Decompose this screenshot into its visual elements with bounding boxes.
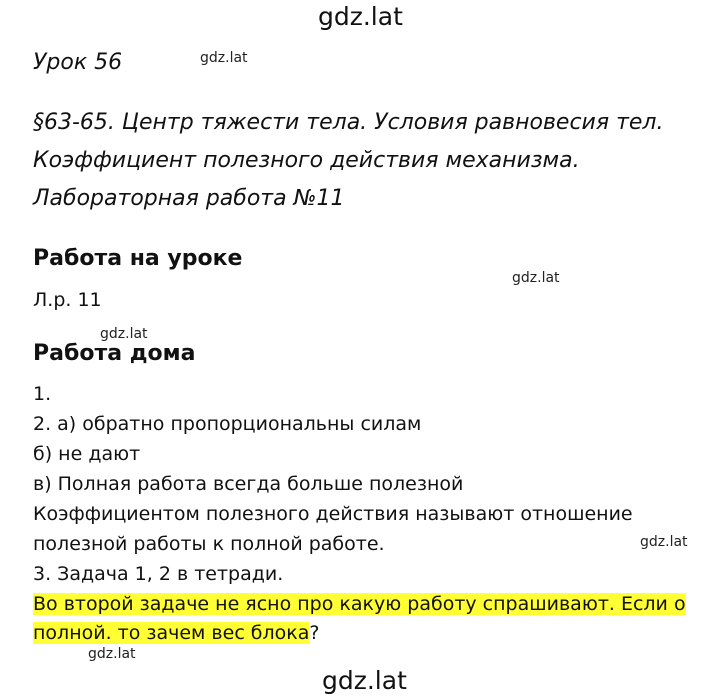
answer-line: в) Полная работа всегда больше полезной [33, 473, 464, 495]
class-work-text: Л.р. 11 [33, 289, 102, 311]
topic-line: Коэффициент полезного действия механизма. [33, 148, 580, 173]
watermark: gdz.lat [640, 534, 688, 550]
watermark-top: gdz.lat [318, 2, 403, 31]
topic-line: §63-65. Центр тяжести тела. Условия равновесия тел. [33, 110, 664, 135]
class-work-heading: Работа на уроке [33, 246, 243, 271]
watermark: gdz.lat [100, 326, 148, 342]
highlighted-question-line [33, 593, 686, 615]
answer-line: 1. [33, 383, 52, 405]
home-work-heading: Работа дома [33, 341, 196, 366]
highlighted-question-line [33, 622, 320, 644]
watermark-bottom: gdz.lat [322, 666, 407, 695]
watermark: gdz.lat [88, 646, 136, 662]
watermark: gdz.lat [200, 50, 248, 66]
lesson-title: Урок 56 [33, 50, 123, 75]
question-mark: ? [309, 622, 320, 644]
highlighted-text: Во второй задаче не ясно про какую работу спрашивают. Если о [33, 593, 686, 615]
topic-line: Лабораторная работа №11 [33, 186, 345, 211]
watermark: gdz.lat [512, 270, 560, 286]
answer-line: 3. Задача 1, 2 в тетради. [33, 563, 284, 585]
answer-line: б) не дают [33, 443, 141, 465]
answer-line: Коэффициентом полезного действия называют отношение [33, 503, 633, 525]
answer-line: 2. а) обратно пропорциональны силам [33, 413, 422, 435]
highlighted-text: полной. то зачем вес блока [33, 622, 310, 644]
answer-line: полезной работы к полной работе. [33, 533, 385, 555]
